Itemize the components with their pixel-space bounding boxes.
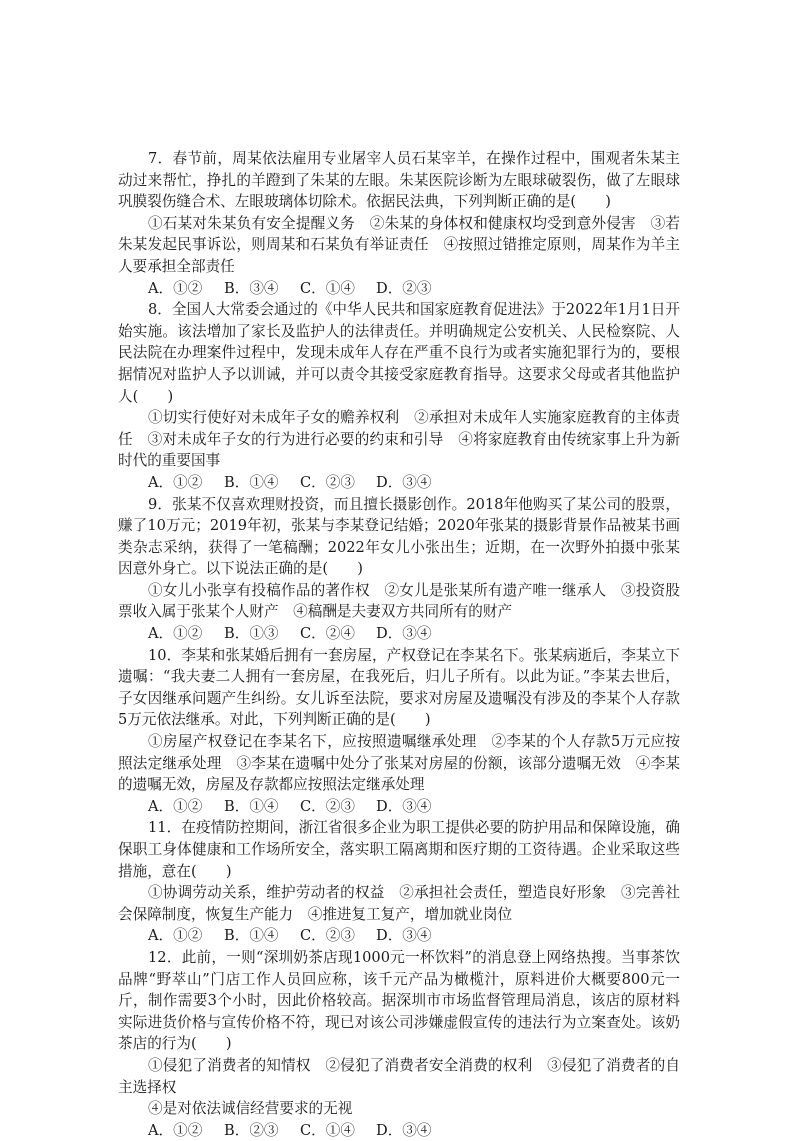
question-stem: 9．张某不仅喜欢理财投资，而且擅长摄影创作。2018年他购买了某公司的股票，赚了10万元；2019年初，张某与李某登记结婚；2020年张某的摄影背景作品被某书画类杂志采纳，获得了一笔稿酬；2022年女儿小张出生；近期，在一次野外拍摄中张某因意外身亡。以下说法正确的是( ): [118, 495, 680, 578]
option-b: B．①④: [224, 927, 279, 945]
statements: ④是对依法诚信经营要求的无视: [148, 1100, 353, 1118]
option-c: C．②③: [300, 797, 355, 815]
option-d: D．③④: [376, 1121, 432, 1139]
option-d: D．③④: [376, 473, 432, 491]
question-stem: 8．全国人大常委会通过的《中华人民共和国家庭教育促进法》于2022年1月1日开始实施。该法增加了家长及监护人的法律责任。并明确规定公安机关、人民检察院、人民法院在办理案件过程中，发现未成年人存在严重不良行为或者实施犯罪行为的，要根据情况对监护人予以训诫，并可以责令其接受家庭教育指导。这要求父母或者其他监护人( ): [118, 301, 680, 405]
option-d: D．②③: [376, 279, 432, 297]
question-10: [118, 645, 680, 818]
option-a: A．①②: [148, 473, 203, 491]
statements: ①协调劳动关系，维护劳动者的权益 ②承担社会责任，塑造良好形象 ③完善社会保障制度，恢复生产能力 ④推进复工复产，增加就业岗位: [118, 884, 680, 923]
statements: ①女儿小张享有投稿作品的著作权 ②女儿是张某所有遗产唯一继承人 ③投资股票收入属于张某个人财产 ④稿酬是夫妻双方共同所有的财产: [118, 581, 680, 621]
question-stem: 12．此前，一则“深圳奶茶店现1000元一杯饮料”的消息登上网络热搜。当事茶饮品牌“野萃山”门店工作人员回应称，该千元产品为橄榄汁，原料进价大概要800元一斤，制作需要3个小时，因此价格较高。据深圳市市场监督管理局消息，该店的原材料实际进货价格与宣传价格不符，现已对该公司涉嫌虚假宣传的违法行为立案查处。该奶茶店的行为( ): [118, 948, 680, 1053]
options-row: [118, 623, 680, 645]
question-9: [118, 494, 680, 645]
option-b: B．③④: [224, 279, 279, 297]
option-d: D．③④: [376, 625, 432, 643]
statements: ①切实行使好对未成年子女的赡养权利 ②承担对未成年人实施家庭教育的主体责任 ③对未成年子女的行为进行必要的约束和引导 ④将家庭教育由传统家事上升为新时代的重要国事: [118, 409, 680, 470]
option-a: A．①②: [148, 927, 203, 945]
options-row: [118, 925, 680, 947]
option-a: A．①②: [148, 279, 203, 297]
statements: ①石某对朱某负有安全提醒义务 ②朱某的身体权和健康权均受到意外侵害 ③若朱某发起民事诉讼，则周某和石某负有举证责任 ④按照过错推定原则，周某作为羊主人要承担全部责任: [118, 214, 680, 275]
option-a: A．①②: [148, 625, 203, 643]
option-b: B．①③: [224, 625, 279, 643]
option-a: A．①②: [148, 1121, 203, 1139]
question-stem: 11．在疫情防控期间，浙江省很多企业为职工提供必要的防护用品和保障设施，确保职工身体健康和工作场所安全，落实职工隔离期和医疗期的工资待遇。企业采取这些措施，意在( ): [118, 819, 680, 880]
question-stem: 7．春节前，周某依法雇用专业屠宰人员石某宰羊，在操作过程中，围观者朱某主动过来帮忙，挣扎的羊蹬到了朱某的左眼。朱某医院诊断为左眼球破裂伤，做了左眼球巩膜裂伤缝合术、左眼玻璃体切除术。依据民法典，下列判断正确的是( ): [118, 150, 680, 211]
option-b: B．①④: [224, 797, 279, 815]
question-11: [118, 817, 680, 947]
option-a: A．①②: [148, 797, 203, 815]
options-row: [118, 796, 680, 818]
option-c: C．①④: [300, 1121, 355, 1139]
exam-page: [118, 148, 680, 1141]
option-c: C．①④: [300, 279, 355, 297]
option-c: C．②③: [300, 927, 355, 945]
option-d: D．③④: [376, 797, 432, 815]
options-row: [118, 472, 680, 494]
option-b: B．①④: [224, 473, 279, 491]
option-c: C．②④: [300, 625, 355, 643]
options-row: [118, 278, 680, 300]
question-7: [118, 148, 680, 299]
statements: ①侵犯了消费者的知情权 ②侵犯了消费者安全消费的权利 ③侵犯了消费者的自主选择权: [118, 1056, 680, 1096]
question-12: [118, 947, 680, 1141]
question-8: [118, 299, 680, 493]
question-stem: 10．李某和张某婚后拥有一套房屋，产权登记在李某名下。张某病逝后，李某立下遗嘱：“我夫妻二人拥有一套房屋，在我死后，归儿子所有。以此为证。”李某去世后，子女因继承问题产生纠纷。女儿诉至法院，要求对房屋及遗嘱没有涉及的李某个人存款5万元依法继承。对此，下列判断正确的是( ): [118, 646, 680, 729]
option-c: C．②③: [300, 473, 355, 491]
option-b: B．②③: [224, 1121, 279, 1139]
option-d: D．③④: [376, 927, 432, 945]
statements: ①房屋产权登记在李某名下，应按照遗嘱继承处理 ②李某的个人存款5万元应按照法定继承处理 ③李某在遗嘱中处分了张某对房屋的份额，该部分遗嘱无效 ④李某的遗嘱无效，房屋及存款都应按照法定继承处理: [118, 733, 680, 794]
